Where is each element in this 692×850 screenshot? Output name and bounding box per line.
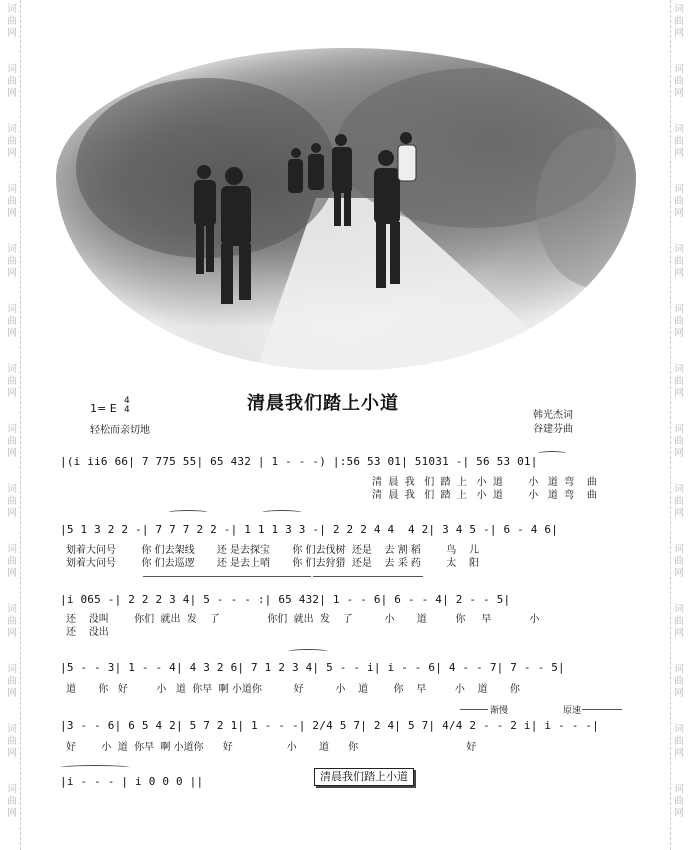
watermark-char: 曲 [7, 136, 17, 147]
watermark-char: 网 [7, 388, 17, 399]
watermark-char: 网 [674, 268, 684, 279]
watermark-char: 网 [7, 88, 17, 99]
watermark-char: 曲 [674, 196, 684, 207]
notation-row-6: |i - - - | i 0 0 0 || [60, 775, 204, 788]
watermark-char: 词 [7, 304, 17, 315]
watermark-char: 网 [674, 688, 684, 699]
watermark-char: 词 [674, 64, 684, 75]
watermark-char: 词 [674, 484, 684, 495]
notation-row-4: |5 - - 3| 1 - - 4| 4 3 2 6| 7 1 2 3 4| 5 - - i| i - - 6| 4 - - 7| 7 - - 5| [60, 661, 565, 674]
watermark-char: 网 [674, 568, 684, 579]
notation-row-2: |5 1 3 2 2 -| 7 7 7 2 2 -| 1 1 1 3 3 -| 2 2 2 4 4 4 2| 3 4 5 -| 6 - 4 6| [60, 523, 559, 536]
watermark-char: 网 [7, 148, 17, 159]
watermark-char: 曲 [7, 316, 17, 327]
slur [288, 649, 328, 654]
watermark-char: 词 [674, 4, 684, 15]
lyrics-row-1-verse-1: 清 晨 我 们 踏 上 小 道 小 道 弯 曲 [372, 477, 597, 488]
watermark-char: 词 [674, 364, 684, 375]
watermark-char: 曲 [674, 376, 684, 387]
time-signature [124, 397, 130, 415]
watermark-char: 词 [674, 244, 684, 255]
slur [168, 510, 208, 515]
volta-line [313, 576, 423, 577]
watermark-column-right [670, 0, 687, 850]
watermark-char: 词 [7, 124, 17, 135]
watermark-char: 词 [674, 184, 684, 195]
watermark-char: 曲 [7, 556, 17, 567]
watermark-char: 词 [674, 424, 684, 435]
watermark-char: 网 [7, 328, 17, 339]
tempo-mark-a-tempo: 原速 [563, 706, 582, 716]
watermark-char: 词 [7, 184, 17, 195]
watermark-char: 网 [674, 148, 684, 159]
header-photo [56, 48, 636, 370]
watermark-char: 词 [7, 4, 17, 15]
lyrics-row-4: 道 你 好 小 道 你早 啊 小道你 好 小 道 你 早 小 道 你 [66, 684, 520, 695]
watermark-char: 网 [7, 688, 17, 699]
watermark-char: 网 [674, 208, 684, 219]
watermark-char: 网 [674, 628, 684, 639]
watermark-column-left [4, 0, 21, 850]
watermark-char: 词 [7, 664, 17, 675]
watermark-char: 曲 [674, 256, 684, 267]
watermark-char: 曲 [7, 76, 17, 87]
watermark-char: 词 [7, 484, 17, 495]
watermark-char: 词 [674, 664, 684, 675]
lyrics-row-1-verse-2: 清 晨 我 们 踏 上 小 道 小 道 弯 曲 [372, 490, 597, 501]
watermark-char: 曲 [674, 136, 684, 147]
notation-row-1: |(i ii6 66| 7 775 55| 65 432 | 1 - - -) |:56 53 01| 51031 -| 56 53 01| [60, 455, 538, 468]
lyrics-row-3-verse-2: 还 没出 [66, 627, 109, 638]
watermark-char: 词 [674, 304, 684, 315]
watermark-char: 曲 [7, 736, 17, 747]
watermark-char: 网 [674, 88, 684, 99]
watermark-char: 曲 [7, 376, 17, 387]
notation-row-3: |i 065 -| 2 2 2 3 4| 5 - - - :| 65 432| 1 - - 6| 6 - - 4| 2 - - 5| [60, 593, 511, 606]
watermark-char: 词 [7, 784, 17, 795]
a-tempo-line [582, 709, 622, 710]
watermark-char: 曲 [674, 616, 684, 627]
watermark-char: 曲 [674, 676, 684, 687]
watermark-char: 网 [674, 748, 684, 759]
slur [262, 510, 302, 515]
watermark-char: 网 [7, 448, 17, 459]
watermark-char: 网 [674, 508, 684, 519]
watermark-char: 曲 [7, 16, 17, 27]
watermark-char: 词 [674, 544, 684, 555]
watermark-char: 网 [674, 388, 684, 399]
watermark-char: 曲 [7, 256, 17, 267]
watermark-char: 词 [7, 424, 17, 435]
watermark-char: 网 [674, 448, 684, 459]
tempo-mark-ritardando: 渐慢 [490, 706, 509, 716]
notation-row-5: |3 - - 6| 6 5 4 2| 5 7 2 1| 1 - - -| 2/4 5 7| 2 4| 5 7| 4/4 2 - - 2 i| i - - -| [60, 719, 599, 732]
watermark-char: 网 [7, 208, 17, 219]
watermark-char: 曲 [7, 676, 17, 687]
watermark-char: 词 [674, 784, 684, 795]
ritardando-line [460, 709, 488, 710]
lyrics-row-2-verse-2: 划着大问号 你 们去巡逻 还 是去上哨 你 们去狩猎 还是 去 采 药 太 阳 [66, 558, 480, 569]
watermark-char: 网 [7, 28, 17, 39]
watermark-char: 曲 [7, 616, 17, 627]
watermark-char: 词 [674, 124, 684, 135]
time-signature-bottom: 4 [124, 405, 130, 415]
slur [538, 451, 566, 456]
lyrics-row-2-verse-1: 划着大问号 你 们去架线 还 是去探宝 你 们去伐树 还是 去 割 稻 鸟 儿 [66, 545, 480, 556]
watermark-char: 曲 [674, 556, 684, 567]
watermark-char: 词 [7, 544, 17, 555]
song-title: 清晨我们踏上小道 [247, 393, 399, 414]
watermark-char: 词 [7, 724, 17, 735]
watermark-char: 曲 [674, 16, 684, 27]
watermark-char: 网 [7, 628, 17, 639]
watermark-char: 网 [7, 808, 17, 819]
watermark-char: 词 [7, 604, 17, 615]
lyrics-row-5: 好 小 道 你早 啊 小道你 好 小 道 你 好 [66, 742, 477, 753]
watermark-char: 网 [7, 748, 17, 759]
watermark-char: 词 [7, 244, 17, 255]
watermark-char: 曲 [674, 76, 684, 87]
tempo-marking: 轻松而亲切地 [90, 425, 150, 436]
watermark-char: 网 [674, 808, 684, 819]
watermark-char: 曲 [674, 496, 684, 507]
watermark-char: 曲 [674, 316, 684, 327]
lyricist-credit: 韩光杰词 [533, 410, 573, 421]
lyrics-row-3-verse-1: 还 没叫 你们 就出 发 了 你们 就出 发 了 小 道 你 早 小 [66, 614, 540, 625]
watermark-char: 曲 [7, 436, 17, 447]
watermark-char: 网 [674, 28, 684, 39]
watermark-char: 曲 [7, 196, 17, 207]
key-signature: 1= E [90, 402, 117, 415]
watermark-char: 词 [7, 64, 17, 75]
slur [60, 765, 130, 770]
title-footer-label: 清晨我们踏上小道 [314, 768, 414, 786]
watermark-char: 词 [674, 724, 684, 735]
watermark-char: 曲 [7, 796, 17, 807]
watermark-char: 网 [7, 508, 17, 519]
watermark-char: 网 [674, 328, 684, 339]
watermark-char: 曲 [674, 436, 684, 447]
watermark-char: 曲 [674, 736, 684, 747]
composer-credit: 谷建芬曲 [533, 424, 573, 435]
watermark-char: 词 [7, 364, 17, 375]
watermark-char: 网 [7, 268, 17, 279]
watermark-char: 曲 [7, 496, 17, 507]
volta-line [143, 576, 311, 577]
watermark-char: 词 [674, 604, 684, 615]
watermark-char: 曲 [674, 796, 684, 807]
watermark-char: 网 [7, 568, 17, 579]
time-signature-top: 4 [124, 396, 130, 406]
